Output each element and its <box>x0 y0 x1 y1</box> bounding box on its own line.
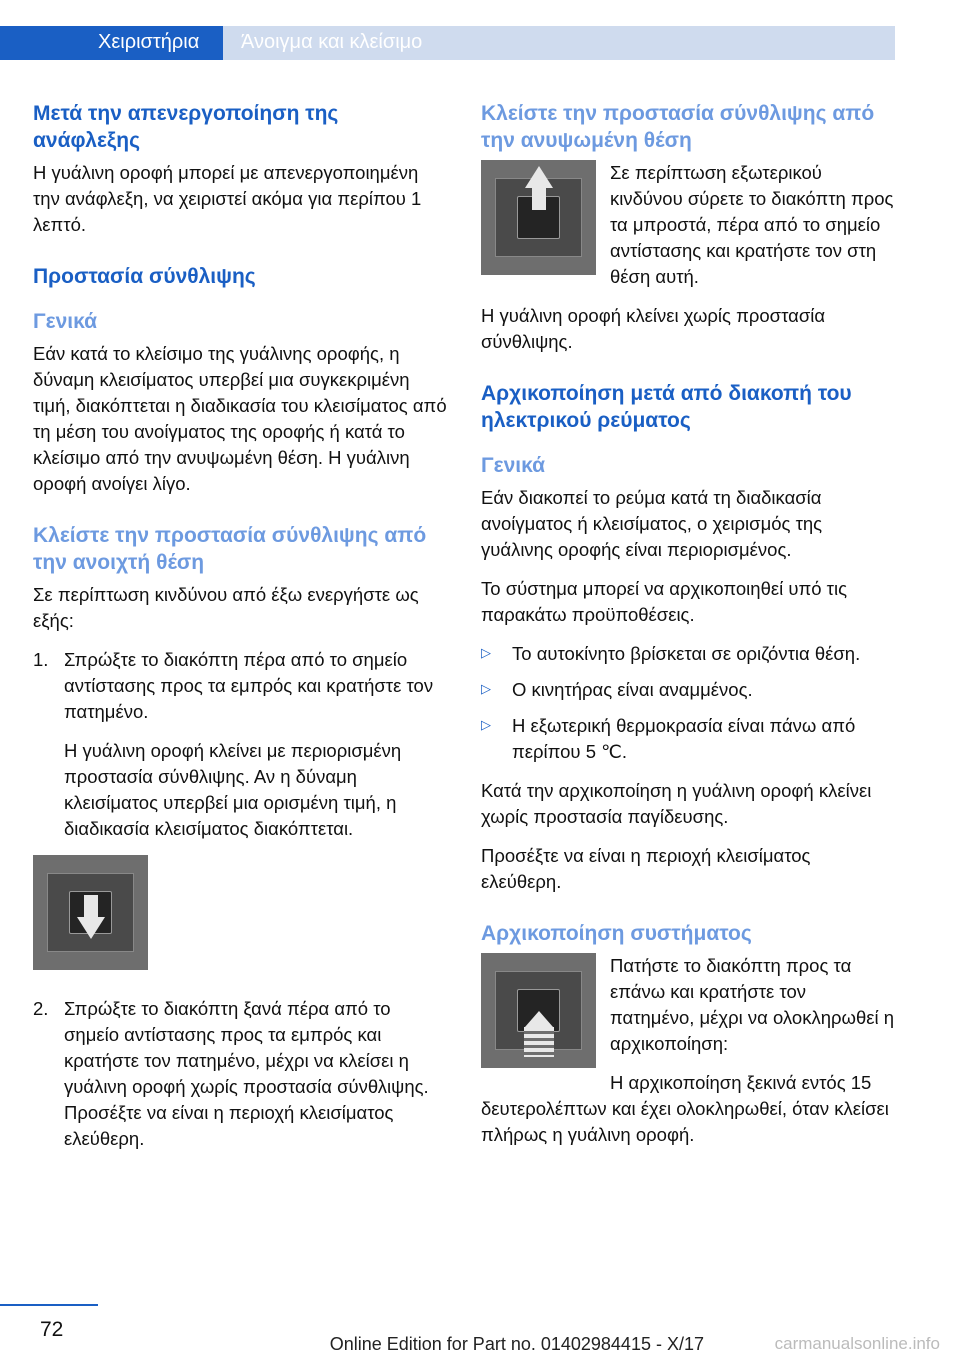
page-number: 72 <box>40 1318 64 1341</box>
step-number: 1. <box>33 649 49 670</box>
page-header <box>0 26 960 60</box>
right-column <box>481 100 895 1161</box>
step-text: Σπρώξτε το διακόπτη πέρα από το σημείο αντίστασης προς τα εμπρός και κρατήστε τον πατημένο. <box>64 649 434 722</box>
paragraph-init-close: Κατά την αρχικοποίηση η γυάλινη οροφή κλείνει χωρίς προστασία παγίδευσης. <box>481 780 872 827</box>
paragraph-system-initialization: Πατήστε το διακόπτη προς τα επάνω και κρατήστε τον πατημένο, μέχρι να ολοκληρωθεί η αρχικοποίηση: <box>610 955 895 1054</box>
paragraph-general: Εάν κατά το κλείσιμο της γυάλινης οροφής, η δύναμη κλεισίματος υπερβεί μια συγκεκριμένη τιμή, διακόπτεται η διαδικασία του κλεισίματος από τη μέση του ανοίγματος της οροφής ή κατά το κλείσιμο από την ανυψωμένη θέση. Η γυάλινη οροφή ανοίγει λίγο. <box>33 343 447 494</box>
paragraph-general-right: Εάν διακοπεί το ρεύμα κατά τη διαδικασία ανοίγματος ή κλεισίματος, ο χειρισμός της γυάλινης οροφής είναι περιορισμένος. <box>481 487 823 560</box>
switch-illustration-forward <box>33 855 148 970</box>
paragraph-system-done: Η αρχικοποίηση ξεκινά εντός 15 δευτερολέπτων και έχει ολοκληρωθεί, όταν κλείσει πλήρως η γυάλινη οροφή. <box>481 1072 889 1145</box>
left-column <box>33 100 447 1165</box>
step-1 <box>33 647 447 842</box>
subheading-close-from-raised: Κλείστε την προστασία σύνθλιψης από την ανυψωμένη θέση <box>481 102 875 152</box>
heading-initialization-power: Αρχικοποίηση μετά από διακοπή του ηλεκτρικού ρεύματος <box>481 382 852 432</box>
list-item: ▷ Ο κινητήρας είναι αναμμένος. <box>481 679 753 700</box>
switch-illustration-raised <box>481 160 596 275</box>
edition-text: Online Edition for Part no. 01402984415 - X/17 <box>329 1334 704 1354</box>
list-item: ▷ Το αυτοκίνητο βρίσκεται σε οριζόντια θέση. <box>481 643 861 664</box>
switch-illustration-up <box>481 953 596 1068</box>
heading-pinch-protection: Προστασία σύνθλιψης <box>33 265 256 288</box>
subsection-title: Άνοιγμα και κλείσιμο <box>241 31 423 53</box>
paragraph-after-ignition-off: Η γυάλινη οροφή μπορεί με απενεργοποιημένη την ανάφλεξη, να χειριστεί ακόμα για περίπου 1 λεπτό. <box>33 162 422 235</box>
triangle-bullet-icon: ▷ <box>481 645 491 660</box>
paragraph-close-from-open: Σε περίπτωση κινδύνου από έξω ενεργήστε ως εξής: <box>33 584 419 631</box>
subheading-general-right: Γενικά <box>481 454 546 477</box>
list-item: ▷ Η εξωτερική θερμοκρασία είναι πάνω από περίπου 5 ℃. <box>481 715 856 762</box>
paragraph-system-conditions: Το σύστημα μπορεί να αρχικοποιηθεί υπό τις παρακάτω προϋποθέσεις. <box>481 578 848 625</box>
step-text: Σπρώξτε το διακόπτη ξανά πέρα από το σημείο αντίστασης προς τα εμπρός και κρατήστε τον πατημένο, μέχρι να κλείσει η γυάλινη οροφή χωρίς προστασία σύνθλιψης. Προσέξτε να είναι η περιοχή κλεισίματος ελεύθερη. <box>64 998 429 1149</box>
subheading-system-initialization: Αρχικοποίηση συστήματος <box>481 922 752 945</box>
step-note: Η γυάλινη οροφή κλείνει με περιορισμένη προστασία σύνθλιψης. Αν η δύναμη κλεισίματος υπερβεί μια ορισμένη τιμή, η διαδικασία κλεισίματος διακόπτεται. <box>64 740 402 839</box>
subheading-close-from-open: Κλείστε την προστασία σύνθλιψης από την ανοιχτή θέση <box>33 524 427 574</box>
watermark: carmanualsonline.info <box>774 1334 940 1353</box>
footer-rule <box>0 1304 98 1306</box>
section-title: Χειριστήρια <box>98 31 200 53</box>
paragraph-attention: Προσέξτε να είναι η περιοχή κλεισίματος ελεύθερη. <box>481 845 811 892</box>
triangle-bullet-icon: ▷ <box>481 717 491 732</box>
triangle-bullet-icon: ▷ <box>481 681 491 696</box>
subsection-tab <box>223 26 895 60</box>
subheading-general: Γενικά <box>33 310 98 333</box>
paragraph-close-from-raised: Σε περίπτωση εξωτερικού κινδύνου σύρετε το διακόπτη προς τα μπροστά, πέρα από το σημείο αντίστασης και κρατήστε τον στη θέση αυτή. <box>610 162 894 287</box>
paragraph-no-protection: Η γυάλινη οροφή κλείνει χωρίς προστασία σύνθλιψης. <box>481 305 826 352</box>
step-2 <box>33 996 447 1152</box>
section-tab <box>0 26 223 60</box>
heading-after-ignition-off: Μετά την απενεργοποίηση της ανάφλεξης <box>33 102 339 152</box>
step-number: 2. <box>33 998 49 1019</box>
